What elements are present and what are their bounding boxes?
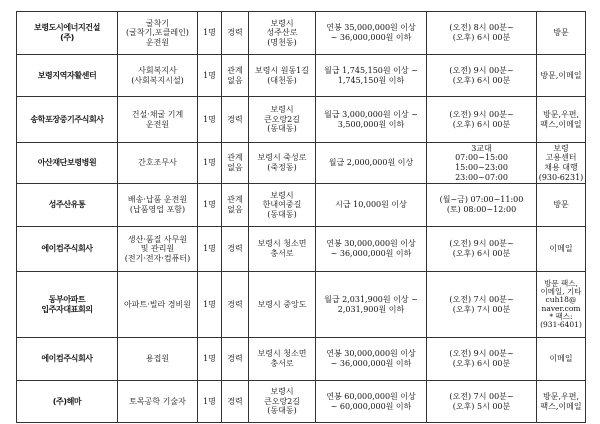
hours-cell: (오전) 7시 00분~ (오후) 7시 00분	[427, 272, 537, 338]
apply-cell: 방문,이메일	[537, 55, 586, 97]
company-cell: 동부아파트 입주자대표회의	[17, 272, 118, 338]
hours-cell: 3교대 07:00~15:00 15:00~23:00 23:00~07:00	[427, 143, 537, 184]
wage-cell: 연봉 35,000,000원 이상 ~ 36,000,000원 이하	[316, 12, 427, 55]
company-cell: 아산재단보령병원	[17, 143, 118, 184]
experience-cell: 경력	[222, 338, 249, 381]
count-cell: 1명	[198, 12, 222, 55]
location-cell: 보령시 한내여중길 (동대동)	[249, 184, 316, 227]
company-cell: (주)해마	[17, 381, 118, 423]
apply-cell: 방문,우편, 팩스,이메일	[537, 97, 586, 143]
wage-cell: 연봉 60,000,000원 이상 ~ 60,000,000원 이하	[316, 381, 427, 423]
location-cell: 보령시 큰오랑2길 (동대동)	[249, 381, 316, 423]
count-cell: 1명	[198, 227, 222, 272]
wage-cell: 월급 1,745,150원 이상 ~ 1,745,150원 이하	[316, 55, 427, 97]
job-cell: 사회복지사 (사회복지시설)	[118, 55, 198, 97]
company-cell: 보령지역자활센터	[17, 55, 118, 97]
job-cell: 건설·채굴 기계 운전원	[118, 97, 198, 143]
wage-cell: 시급 10,000원 이상	[316, 184, 427, 227]
job-cell: 용접원	[118, 338, 198, 381]
count-cell: 1명	[198, 338, 222, 381]
wage-cell: 월급 3,000,000원 이상 ~ 3,500,000원 이하	[316, 97, 427, 143]
table-row	[17, 227, 586, 272]
experience-cell: 경력	[222, 381, 249, 423]
count-cell: 1명	[198, 184, 222, 227]
count-cell: 1명	[198, 55, 222, 97]
job-cell: 생산·품질 사무원 및 관리원 (전기·전자·컴퓨터)	[118, 227, 198, 272]
table-row	[17, 97, 586, 143]
experience-cell: 관계 없음	[222, 55, 249, 97]
job-cell: 배송·납품 운전원 (납품영업 포함)	[118, 184, 198, 227]
apply-cell: 이메일	[537, 227, 586, 272]
table-row	[17, 143, 586, 184]
company-cell: 송학포장중기주식회사	[17, 97, 118, 143]
location-cell: 보령시 청소면 충서로	[249, 227, 316, 272]
location-cell: 보령시 죽성로 (죽정동)	[249, 143, 316, 184]
count-cell: 1명	[198, 97, 222, 143]
apply-cell: 방문	[537, 12, 586, 55]
table-row	[17, 12, 586, 55]
experience-cell: 경력	[222, 272, 249, 338]
count-cell: 1명	[198, 272, 222, 338]
job-cell: 간호조무사	[118, 143, 198, 184]
apply-cell: 방문 팩스, 이메일, 기타 cuh18@ naver.com * 팩스: (931-6401)	[537, 272, 586, 338]
hours-cell: (오전) 9시 00분~ (오후) 6시 00분	[427, 55, 537, 97]
hours-cell: (오전) 9시 00분~ (오후) 6시 00분	[427, 338, 537, 381]
wage-cell: 월급 2,000,000원 이상	[316, 143, 427, 184]
wage-cell: 연봉 30,000,000원 이상 ~ 36,000,000원 이하	[316, 338, 427, 381]
job-cell: 토목공학 기술자	[118, 381, 198, 423]
experience-cell: 경력	[222, 227, 249, 272]
company-cell: 에이컴주식회사	[17, 338, 118, 381]
table-row	[17, 381, 586, 423]
table-row	[17, 338, 586, 381]
apply-cell: 방문	[537, 184, 586, 227]
job-listing-table	[16, 11, 586, 423]
company-cell: 보령도시에너지건설 (주)	[17, 12, 118, 55]
count-cell: 1명	[198, 143, 222, 184]
apply-cell: 이메일	[537, 338, 586, 381]
hours-cell: (오전) 9시 00분~ (오후) 6시 00분	[427, 227, 537, 272]
company-cell: 성주산유통	[17, 184, 118, 227]
hours-cell: (월~금) 07:00~11:00 (토) 08:00~12:00	[427, 184, 537, 227]
location-cell: 보령시 청소면 충서로	[249, 338, 316, 381]
apply-cell: 보령 고용센터 채용 대행 (930-6231)	[537, 143, 586, 184]
location-cell: 보령시 성주산로 (명천동)	[249, 12, 316, 55]
wage-cell: 연봉 30,000,000원 이상 ~ 36,000,000원 이하	[316, 227, 427, 272]
location-cell: 보령시 중앙도	[249, 272, 316, 338]
job-cell: 굴착기 (굴착기,포클레인) 운전원	[118, 12, 198, 55]
count-cell: 1명	[198, 381, 222, 423]
experience-cell: 경력	[222, 97, 249, 143]
table-row	[17, 272, 586, 338]
hours-cell: (오전) 8시 00분~ (오후) 6시 00분	[427, 12, 537, 55]
apply-cell: 방문,우편, 팩스,이메일	[537, 381, 586, 423]
location-cell: 보령시 원동1길 (대천동)	[249, 55, 316, 97]
experience-cell: 경력	[222, 12, 249, 55]
experience-cell: 관계 없음	[222, 184, 249, 227]
table-row	[17, 55, 586, 97]
company-cell: 에이컴주식회사	[17, 227, 118, 272]
job-cell: 아파트·빌라 경비원	[118, 272, 198, 338]
hours-cell: (오전) 9시 00분~ (오후) 6시 00분	[427, 97, 537, 143]
table-row	[17, 184, 586, 227]
experience-cell: 관계 없음	[222, 143, 249, 184]
wage-cell: 월급 2,031,900원 이상 ~ 2,031,900원 이하	[316, 272, 427, 338]
hours-cell: (오전) 7시 00분~ (오후) 5시 00분	[427, 381, 537, 423]
location-cell: 보령시 큰오랑2길 (동대동)	[249, 97, 316, 143]
